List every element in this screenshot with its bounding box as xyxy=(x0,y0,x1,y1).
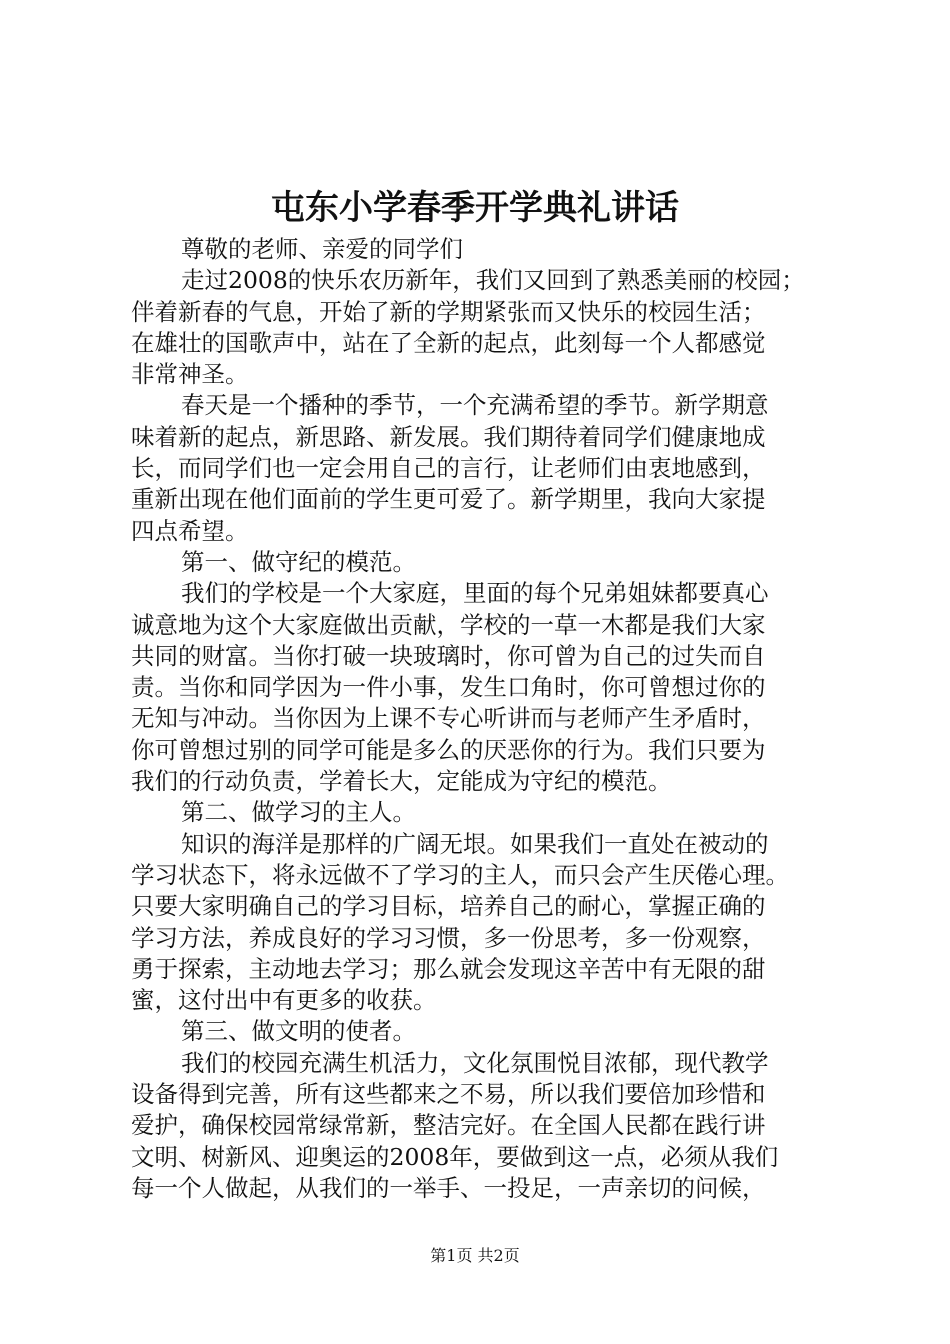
body-line: 走过2008的快乐农历新年，我们又回到了熟悉美丽的校园； xyxy=(181,266,805,295)
body-line: 爱护，确保校园常绿常新，整洁完好。在全国人民都在践行讲 xyxy=(131,1111,766,1140)
body-line: 无知与冲动。当你因为上课不专心听讲而与老师产生矛盾时， xyxy=(131,704,766,733)
body-line: 第二、做学习的主人。 xyxy=(181,798,416,827)
body-line: 诚意地为这个大家庭做出贡献，学校的一草一木都是我们大家 xyxy=(131,610,766,639)
body-line: 非常神圣。 xyxy=(131,360,249,389)
body-line: 蜜，这付出中有更多的收获。 xyxy=(131,986,437,1015)
body-line: 我们的校园充满生机活力，文化氛围悦目浓郁，现代教学 xyxy=(181,1048,769,1077)
body-line: 责。当你和同学因为一件小事，发生口角时，你可曾想过你的 xyxy=(131,673,766,702)
body-line: 春天是一个播种的季节，一个充满希望的季节。新学期意 xyxy=(181,391,769,420)
body-line: 味着新的起点，新思路、新发展。我们期待着同学们健康地成 xyxy=(131,422,766,451)
body-line: 共同的财富。当你打破一块玻璃时，你可曾为自己的过失而自 xyxy=(131,641,766,670)
body-line: 勇于探索，主动地去学习；那么就会发现这辛苦中有无限的甜 xyxy=(131,954,766,983)
body-line: 伴着新春的气息，开始了新的学期紧张而又快乐的校园生活； xyxy=(131,297,766,326)
page-indicator: 第1页 共2页 xyxy=(430,1246,520,1265)
body-line: 设备得到完善，所有这些都来之不易，所以我们要倍加珍惜和 xyxy=(131,1080,766,1109)
body-line: 你可曾想过别的同学可能是多么的厌恶你的行为。我们只要为 xyxy=(131,735,766,764)
body-line: 四点希望。 xyxy=(131,516,249,545)
body-line: 重新出现在他们面前的学生更可爱了。新学期里，我向大家提 xyxy=(131,485,766,514)
body-line: 知识的海洋是那样的广阔无垠。如果我们一直处在被动的 xyxy=(181,829,769,858)
body-line: 我们的行动负责，学着长大，定能成为守纪的模范。 xyxy=(131,767,672,796)
body-line: 只要大家明确自己的学习目标，培养自己的耐心，掌握正确的 xyxy=(131,892,766,921)
body-line: 第一、做守纪的模范。 xyxy=(181,547,416,576)
body-line: 文明、树新风、迎奥运的2008年，要做到这一点，必须从我们 xyxy=(131,1142,779,1171)
document-body xyxy=(131,234,831,1204)
document-title: 屯东小学春季开学典礼讲话 xyxy=(271,188,679,228)
body-line: 每一个人做起，从我们的一举手、一投足，一声亲切的问候， xyxy=(131,1173,766,1202)
body-line: 尊敬的老师、亲爱的同学们 xyxy=(181,235,463,263)
body-line: 第三、做文明的使者。 xyxy=(181,1017,416,1046)
body-line: 在雄壮的国歌声中，站在了全新的起点，此刻每一个人都感觉 xyxy=(131,328,766,357)
body-line: 长，而同学们也一定会用自己的言行，让老师们由衷地感到， xyxy=(131,454,766,483)
body-line: 我们的学校是一个大家庭，里面的每个兄弟姐妹都要真心 xyxy=(181,579,769,608)
body-line: 学习方法，养成良好的学习习惯，多一份思考，多一份观察， xyxy=(131,923,766,952)
body-line: 学习状态下，将永远做不了学习的主人，而只会产生厌倦心理。 xyxy=(131,860,789,889)
